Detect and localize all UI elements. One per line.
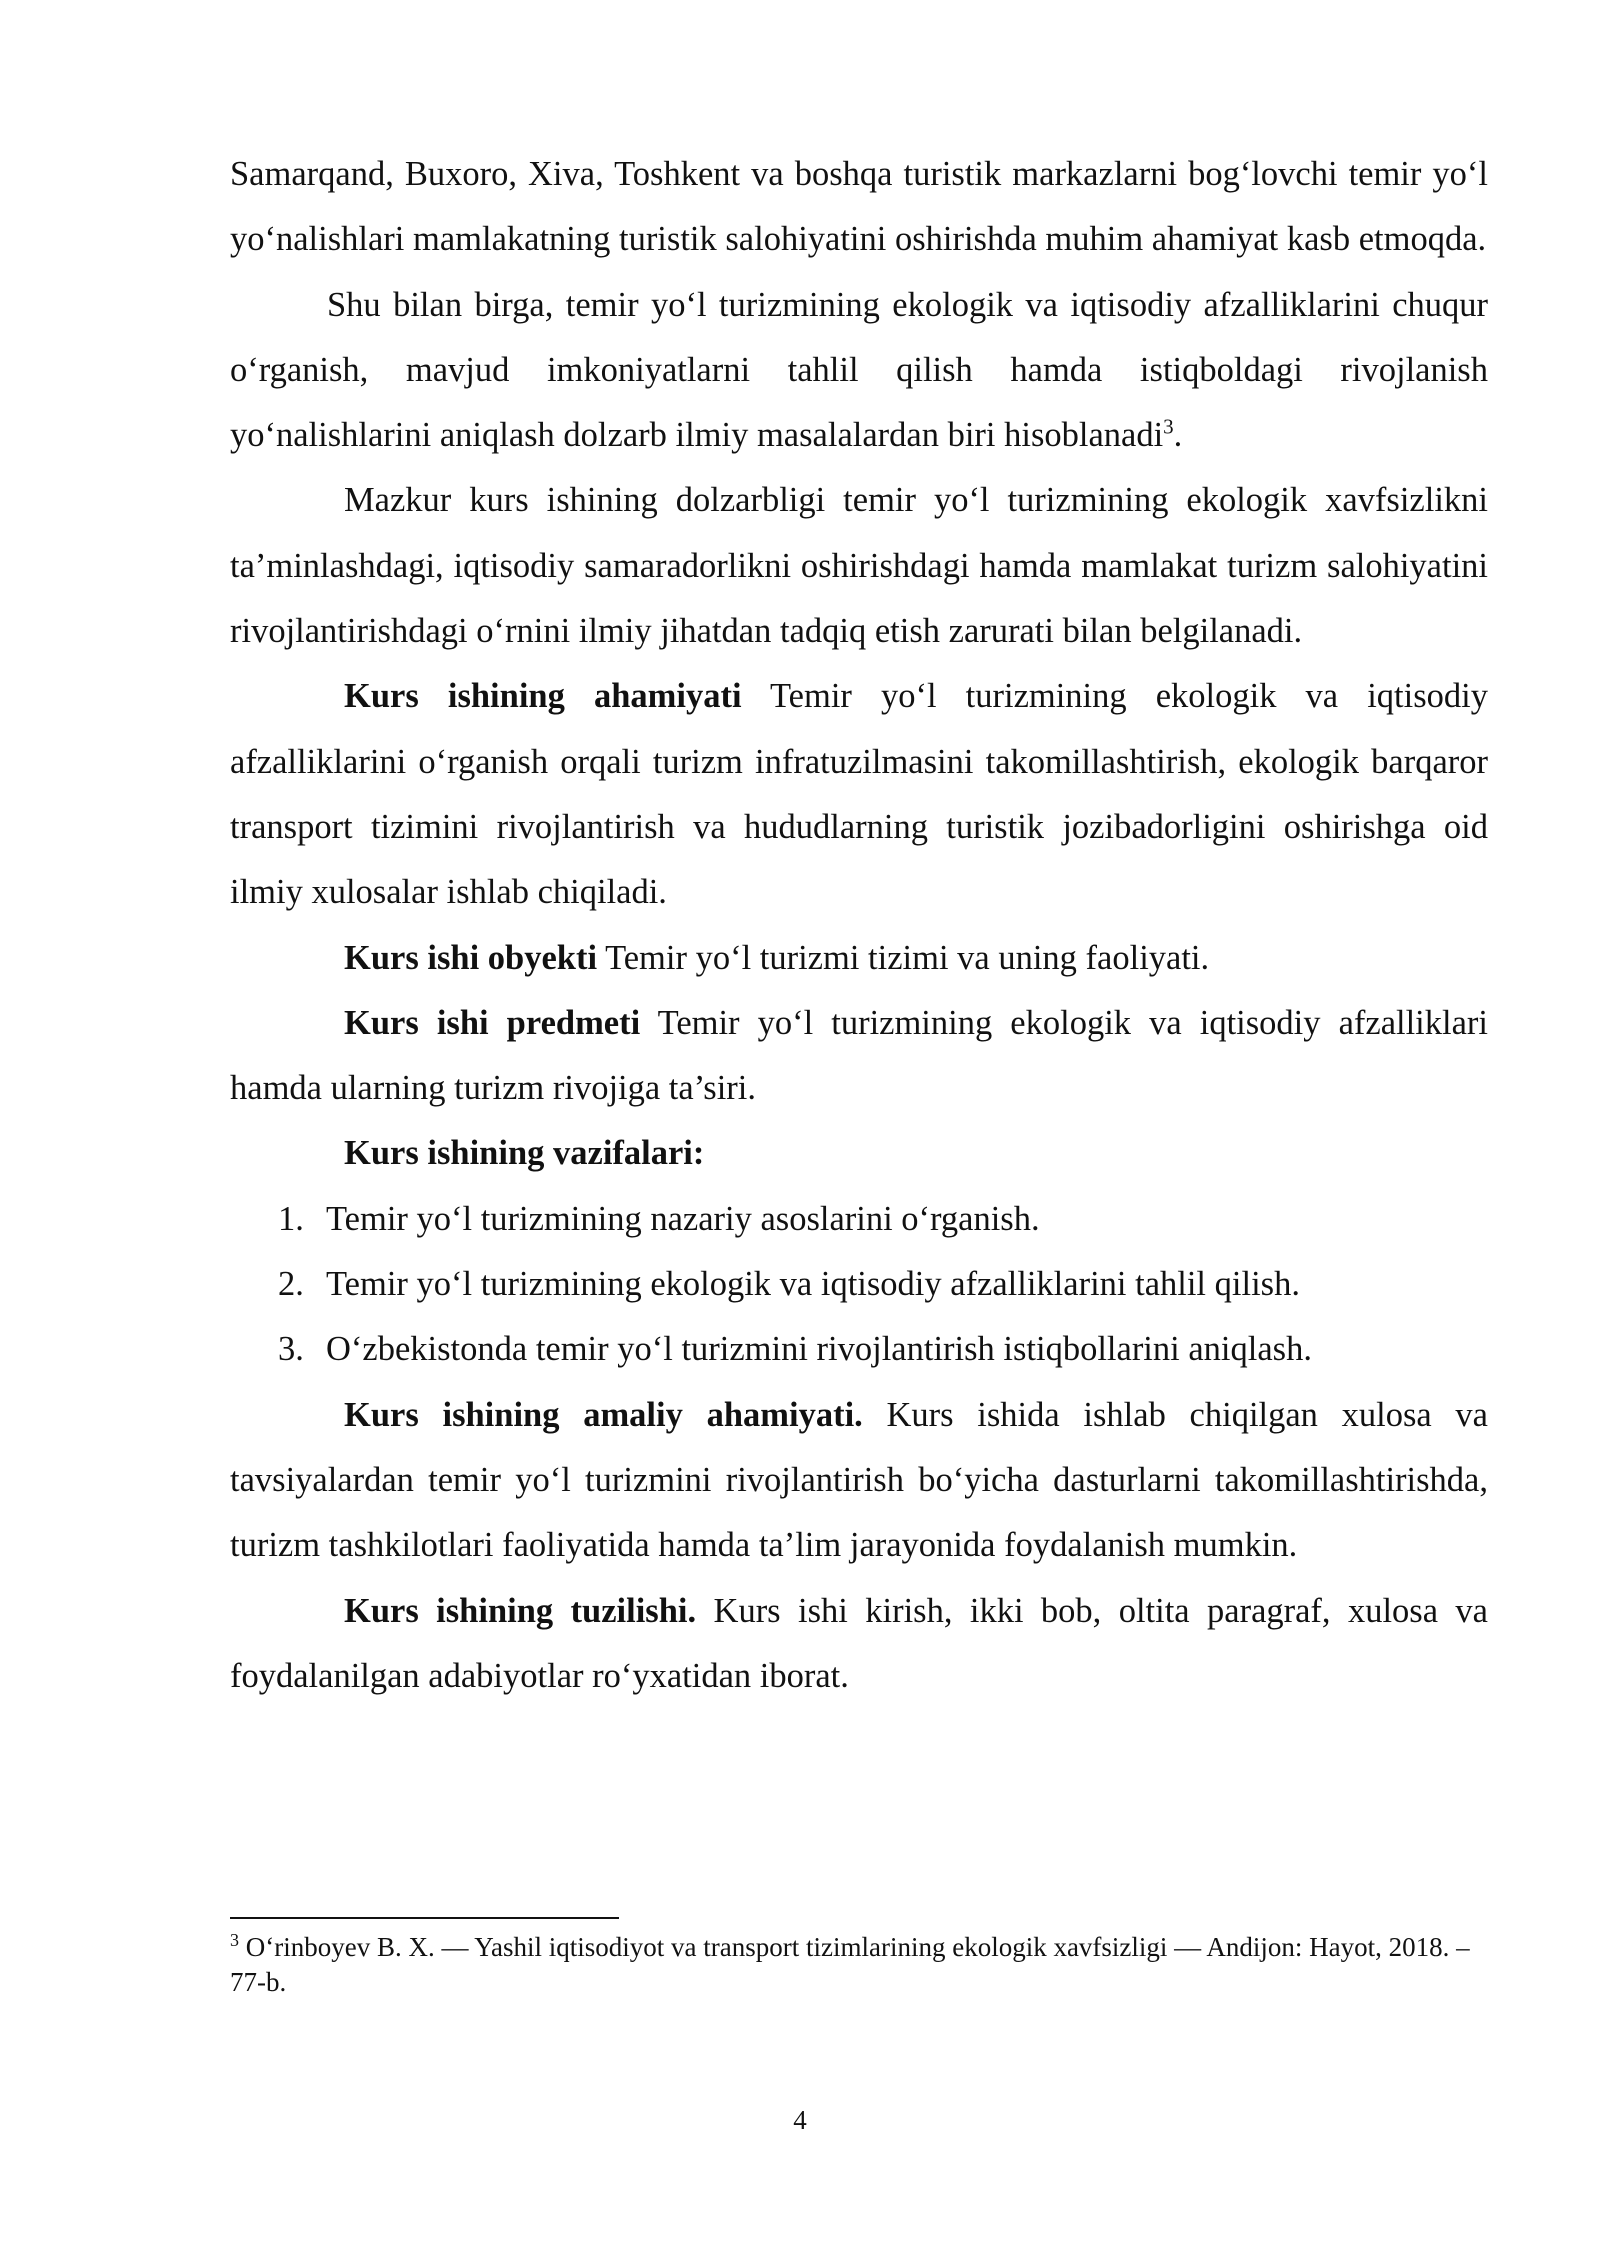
significance-text: Temir yo‘l turizmining ekologik va iqtisodiy afzalliklarini o‘rganish orqali turizm infratuzilmasini takomillashtirish, ekologik barqaror transport tizimini rivojlantirish va hududlarning turistik jozibadorligini oshirishga oid ilmiy xulosalar ishlab chiqiladi.: [230, 677, 1488, 912]
structure-heading: Kurs ishining tuzilishi.: [344, 1591, 697, 1630]
paragraph-research-relevance: [230, 273, 1488, 469]
paragraph-research-relevance-text: Shu bilan birga, temir yo‘l turizmining ekologik va iqtisodiy afzalliklarini chuqur o‘rganish, mavjud imkoniyatlarni tahlil qilish hamda istiqboldagi rivojlanish yo‘nalishlarini aniqlash dolzarb ilmiy masalalardan biri hisoblanadi: [230, 285, 1488, 455]
paragraph-object: [230, 926, 1488, 991]
list-item-number: 1.: [278, 1199, 304, 1238]
tasks-list: [230, 1187, 1488, 1383]
paragraph-tasks-heading: [230, 1121, 1488, 1186]
footnote-mark: 3: [230, 1930, 239, 1950]
list-item-number: 2.: [278, 1265, 304, 1304]
list-item-text: Temir yo‘l turizmining ekologik va iqtisodiy afzalliklarini tahlil qilish.: [326, 1265, 1300, 1304]
significance-heading: Kurs ishining ahamiyati: [344, 677, 742, 716]
footnote-separator: [230, 1917, 619, 1919]
practical-text: Kurs ishida ishlab chiqilgan xulosa va tavsiyalardan temir yo‘l turizmini rivojlantirish bo‘yicha dasturlarni takomillashtirishda, turizm tashkilotlari faoliyatida hamda ta’lim jarayonida foydalanish mumkin.: [230, 1395, 1488, 1565]
tasks-heading: Kurs ishining vazifalari:: [344, 1134, 705, 1173]
footnote-text: O‘rinboyev B. X. — Yashil iqtisodiyot va transport tizimlarining ekologik xavfsizligi — Andijon: Hayot, 2018. – 77-b.: [230, 1932, 1470, 1997]
list-item: [230, 1317, 1488, 1382]
practical-heading: Kurs ishining amaliy ahamiyati.: [344, 1395, 863, 1434]
subject-text: Temir yo‘l turizmining ekologik va iqtisodiy afzalliklari hamda ularning turizm rivojiga ta’siri.: [230, 1003, 1488, 1108]
page-number: 4: [793, 2105, 807, 2135]
footnote: [230, 1930, 1488, 2000]
footnote-reference[interactable]: 3: [1163, 414, 1174, 439]
paragraph-structure: [230, 1579, 1488, 1710]
body-text: [230, 142, 1488, 1709]
paragraph-practical-significance: [230, 1383, 1488, 1579]
structure-text: Kurs ishi kirish, ikki bob, oltita paragraf, xulosa va foydalanilgan adabiyotlar ro‘yxatidan iborat.: [230, 1591, 1488, 1695]
subject-heading: Kurs ishi predmeti: [344, 1003, 641, 1042]
list-item-number: 3.: [278, 1330, 304, 1369]
paragraph-subject: [230, 991, 1488, 1122]
list-item-text: Temir yo‘l turizmining nazariy asoslarini o‘rganish.: [326, 1199, 1040, 1238]
object-heading: Kurs ishi obyekti: [344, 938, 598, 977]
list-item: [230, 1252, 1488, 1317]
paragraph-research-relevance-end: .: [1173, 416, 1183, 455]
object-text: Temir yo‘l turizmi tizimi va uning faoliyati.: [597, 938, 1210, 977]
paragraph-significance: [230, 664, 1488, 925]
list-item-text: O‘zbekistonda temir yo‘l turizmini rivojlantirish istiqbollarini aniqlash.: [326, 1330, 1312, 1369]
paragraph-railway-routes: Samarqand, Buxoro, Xiva, Toshkent va boshqa turistik markazlarni bog‘lovchi temir yo‘l yo‘nalishlari mamlakatning turistik salohiyatini oshirishda muhim ahamiyat kasb etmoqda.: [230, 155, 1488, 259]
list-item: [230, 1187, 1488, 1252]
paragraph-topicality: Mazkur kurs ishining dolzarbligi temir yo‘l turizmining ekologik xavfsizlikni ta’minlashdagi, iqtisodiy samaradorlikni oshirishdagi hamda mamlakat turizm salohiyatini rivojlantirishdagi o‘rnini ilmiy jihatdan tadqiq etish zarurati bilan belgilanadi.: [230, 481, 1488, 651]
